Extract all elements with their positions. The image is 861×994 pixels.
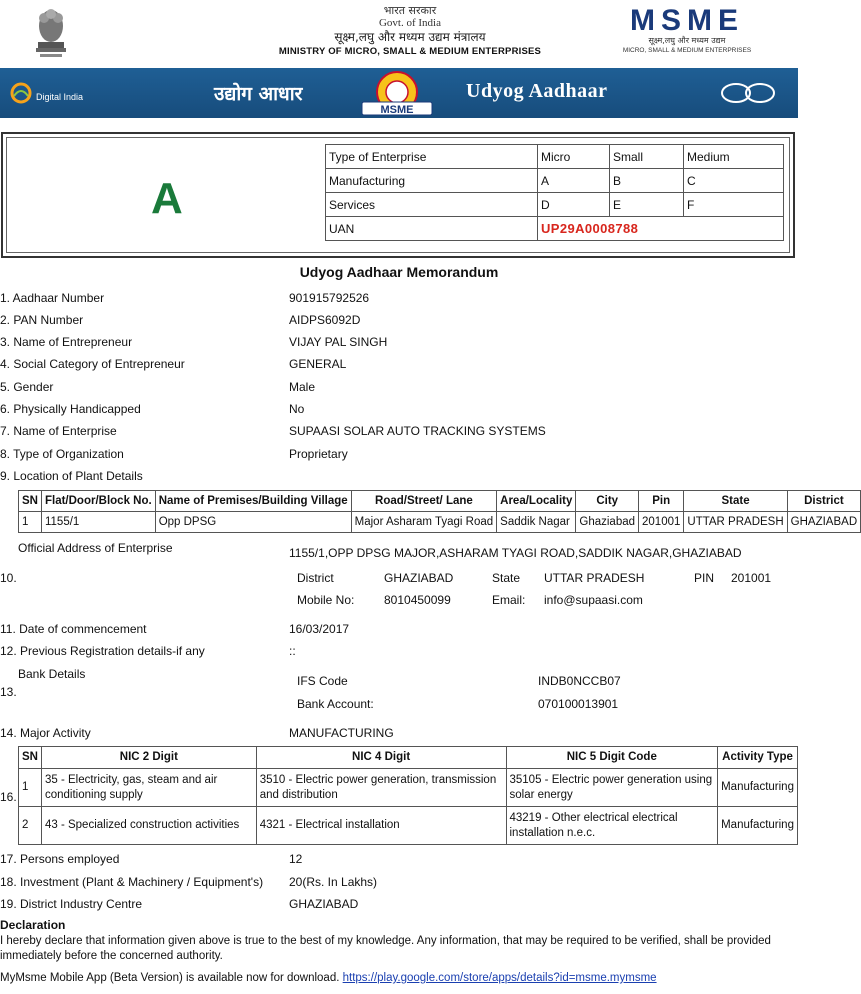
table-row: 1 1155/1 Opp DPSG Major Asharam Tyagi Road Saddik Nagar Ghaziabad 201001 UTTAR PRADESH GHAZIABAD (19, 512, 861, 533)
udyog-aadhaar-banner (0, 68, 798, 118)
pin-value: 201001 (731, 571, 772, 585)
udyog-aadhaar-title: Udyog Aadhaar (466, 80, 608, 102)
field-label: 7. Name of Enterprise (0, 424, 117, 438)
commencement-value: 16/03/2017 (289, 622, 350, 636)
field-value: Proprietary (289, 447, 348, 461)
table-row (326, 217, 784, 241)
field-label: 18. Investment (Plant & Machinery / Equipment's) (0, 875, 264, 889)
digital-india-text: Digital India (36, 92, 84, 102)
table-header-row: SN NIC 2 Digit NIC 4 Digit NIC 5 Digit Code Activity Type (19, 747, 798, 769)
ifs-label: IFS Code (297, 674, 348, 688)
field-number: 10. (0, 571, 17, 585)
field-value: SUPAASI SOLAR AUTO TRACKING SYSTEMS (289, 424, 546, 438)
bank-account-value: 070100013901 (538, 697, 619, 711)
plant-details-table (18, 490, 861, 533)
field-value: GENERAL (289, 357, 347, 371)
field-label: 19. District Industry Centre (0, 897, 143, 911)
app-line (0, 972, 657, 984)
field-label: 8. Type of Organization (0, 447, 124, 461)
field-value: No (289, 402, 305, 416)
email-value: info@supaasi.com (544, 593, 643, 607)
district-label: District (297, 571, 334, 585)
mobile-value: 8010450099 (384, 593, 451, 607)
table-row: 2 43 - Specialized construction activities 4321 - Electrical installation 43219 - Other electrical electrical installation n.e.c. Manufacturing (19, 807, 798, 845)
bank-account-label: Bank Account: (297, 697, 374, 711)
uan-value: UP29A0008788 (538, 217, 784, 241)
email-label: Email: (492, 593, 526, 607)
nic-table (18, 746, 798, 845)
table-row: Manufacturing A B C (326, 169, 784, 193)
field-label: 2. PAN Number (0, 313, 84, 327)
field-label: 6. Physically Handicapped (0, 402, 141, 416)
field-value: 901915792526 (289, 291, 370, 305)
field-number: 16. (0, 790, 17, 804)
bank-details-label: Bank Details (18, 667, 86, 681)
commencement-label: 11. Date of commencement (0, 622, 147, 636)
digital-india-icon (10, 82, 32, 104)
official-address-value: 1155/1,OPP DPSG MAJOR,ASHARAM TYAGI ROAD,SADDIK NAGAR,GHAZIABAD (289, 546, 742, 560)
msme-logo-text: MSME (630, 4, 744, 37)
table-row: Type of Enterprise Micro Small Medium (326, 145, 784, 169)
udyog-aadhaar-hindi: उद्योग आधार (214, 83, 303, 105)
field-value: AIDPS6092D (289, 313, 361, 327)
field-number: 13. (0, 685, 17, 699)
major-activity-label: 14. Major Activity (0, 726, 91, 740)
field-value: 20(Rs. In Lakhs) (289, 875, 378, 889)
state-value: UTTAR PRADESH (544, 571, 645, 585)
enterprise-type-box (1, 132, 795, 258)
declaration-text: I hereby declare that information given above is true to the best of my knowledge. Any information, that may be required to be verified, shall be provided immediately before the concerned authority. (0, 935, 771, 962)
pin-label: PIN (694, 571, 715, 585)
previous-reg-label: 12. Previous Registration details-if any (0, 644, 205, 658)
msme-logo-hindi: सूक्ष्म,लघु और मध्यम उद्यम (648, 36, 726, 45)
play-store-link[interactable]: https://play.google.com/store/apps/details?id=msme.mymsme (342, 972, 657, 984)
hindi-gov-text: भारत सरकार (383, 4, 437, 17)
msme-logo-eng: MICRO, SMALL & MEDIUM ENTERPRISES (622, 47, 752, 54)
ifs-value: INDB0NCCB07 (538, 674, 621, 688)
table-row: 1 35 - Electricity, gas, steam and air conditioning supply 3510 - Electric power generation, transmission and distribution 35105 - Electric power generation using solar energy Manufacturing (19, 769, 798, 807)
official-address-label: Official Address of Enterprise (18, 541, 173, 555)
district-value: GHAZIABAD (384, 571, 454, 585)
field-label: 3. Name of Entrepreneur (0, 335, 133, 349)
seal-msme-text: MSME (380, 104, 414, 116)
national-emblem-icon (28, 4, 74, 62)
uan-label: UAN (326, 217, 538, 241)
app-text: MyMsme Mobile App (Beta Version) is available now for download. (0, 972, 340, 984)
enterprise-category: A (151, 174, 183, 223)
field-value: GHAZIABAD (289, 897, 359, 911)
field-label: 5. Gender (0, 380, 54, 394)
memorandum-title: Udyog Aadhaar Memorandum (299, 264, 499, 280)
field-value: Male (289, 380, 316, 394)
enterprise-type-table (325, 144, 784, 241)
field-label: 4. Social Category of Entrepreneur (0, 357, 185, 371)
swachh-bharat-icon (718, 80, 778, 106)
gov-of-india-text: Govt. of India (378, 17, 441, 29)
field-label: 17. Persons employed (0, 852, 120, 866)
msme-logo (612, 6, 762, 55)
major-activity-value: MANUFACTURING (289, 726, 394, 740)
table-row: Services D E F (326, 193, 784, 217)
declaration-title: Declaration (0, 918, 66, 932)
state-label: State (492, 571, 521, 585)
hindi-ministry-text: सूक्ष्म,लघु और मध्यम उद्यम मंत्रालय (334, 30, 486, 44)
table-header-row: SN Flat/Door/Block No. Name of Premises/Building Village Road/Street/ Lane Area/Locality City Pin State District (19, 491, 861, 512)
field-value: VIJAY PAL SINGH (289, 335, 388, 349)
field-label: 9. Location of Plant Details (0, 469, 143, 483)
field-label: 1. Aadhaar Number (0, 291, 105, 305)
mobile-label: Mobile No: (297, 593, 355, 607)
previous-reg-value: :: (289, 644, 296, 658)
gov-header (0, 0, 798, 66)
udyog-aadhaar-seal-icon (354, 70, 440, 116)
ministry-text: MINISTRY OF MICRO, SMALL & MEDIUM ENTERPRISES (278, 46, 542, 57)
field-value: 12 (289, 852, 303, 866)
